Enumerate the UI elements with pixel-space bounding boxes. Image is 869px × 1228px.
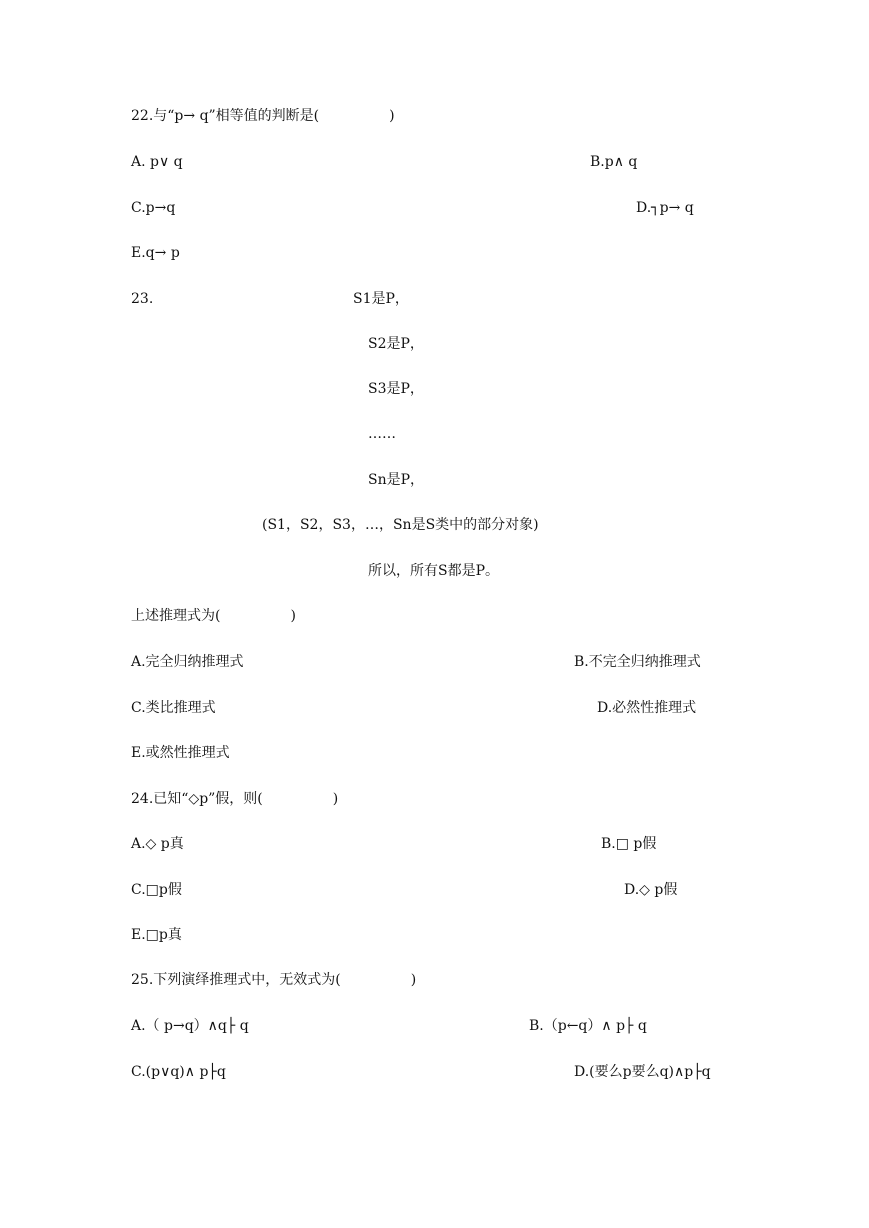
question-22-option-e: E.q→ p	[131, 245, 180, 261]
question-23-premise: S1是P，	[353, 291, 409, 307]
question-23-premise: Sn是P，	[368, 472, 425, 488]
question-24-option-b: B.□ p假	[601, 836, 657, 852]
question-23-option-e: E.或然性推理式	[131, 745, 230, 761]
question-25-stem: 25.下列演绎推理式中，无效式为( )	[131, 972, 417, 988]
question-24-stem: 24.已知“◇p”假，则( )	[131, 791, 339, 807]
question-24-option-e: E.□p真	[131, 927, 182, 943]
question-23-ellipsis: ……	[368, 426, 396, 442]
question-23-stem: 上述推理式为( )	[131, 608, 296, 624]
question-23-premise: S2是P，	[368, 336, 424, 352]
question-23-option-d: D.必然性推理式	[597, 700, 697, 716]
question-23-option-b: B.不完全归纳推理式	[574, 654, 701, 670]
question-23-condition: (S1，S2，S3，…，Sn是S类中的部分对象)	[262, 517, 539, 533]
question-22-option-d: D.┐p→ q	[636, 200, 694, 216]
question-24-option-a: A.◇ p真	[131, 836, 184, 852]
question-24-option-c: C.□p假	[131, 882, 182, 898]
question-24-option-d: D.◇ p假	[624, 882, 678, 898]
question-25-option-b: B.（p←q）∧ p├ q	[529, 1018, 647, 1034]
question-25-option-d: D.(要么p要么q)∧p├q	[574, 1064, 711, 1080]
question-23-conclusion: 所以，所有S都是P。	[368, 563, 500, 579]
question-22-option-a: A. p∨ q	[131, 154, 183, 170]
question-22-option-c: C.p→q	[131, 200, 176, 216]
question-25-option-a: A.（ p→q）∧q├ q	[131, 1018, 249, 1034]
question-23-option-c: C.类比推理式	[131, 700, 216, 716]
question-23-premise: S3是P，	[368, 381, 424, 397]
question-23-number: 23.	[131, 291, 154, 307]
question-25-option-c: C.(p∨q)∧ p├q	[131, 1064, 226, 1080]
question-22-option-b: B.p∧ q	[590, 154, 638, 170]
question-22-stem: 22.与“p→ q”相等值的判断是( )	[131, 108, 395, 124]
question-23-option-a: A.完全归纳推理式	[131, 654, 244, 670]
